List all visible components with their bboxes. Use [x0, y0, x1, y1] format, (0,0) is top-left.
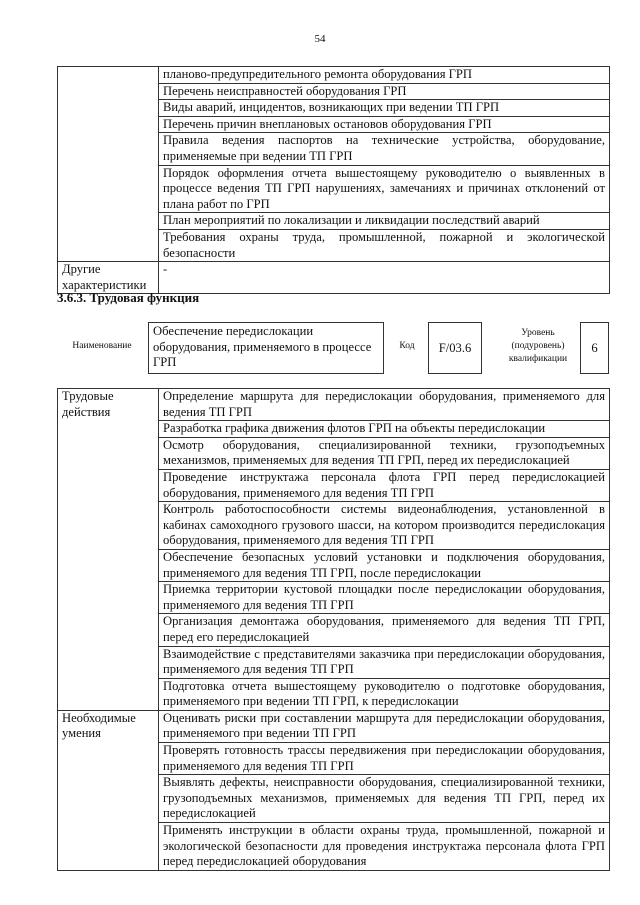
row-item: -	[159, 262, 610, 294]
row-item: Применять инструкции в области охраны труда, промышленной, пожарной и экологической безопасности для проведения инструктажа персонала флота ГРП перед передислокацией оборудования	[159, 823, 610, 871]
row-item: Разработка графика движения флотов ГРП на объекты передислокации	[159, 421, 610, 438]
row-item: Порядок оформления отчета вышестоящему руководителю о выявленных в процессе ведения ТП ГРП нарушениях, замечаниях и причинах отклонений от плана работ по ГРП	[159, 165, 610, 213]
row-item: Выявлять дефекты, неисправности оборудования, специализированной техники, грузоподъемных механизмов, применяемых для ведения ТП ГРП, перед их передислокацией	[159, 775, 610, 823]
row-item: Перечень причин внеплановых остановов оборудования ГРП	[159, 116, 610, 133]
section-heading: 3.6.3. Трудовая функция	[57, 290, 200, 305]
table-row	[58, 389, 610, 421]
row-item: Приемка территории кустовой площадки после передислокации оборудования, применяемого для ведения ТП ГРП	[159, 582, 610, 614]
table-row	[58, 262, 610, 294]
row-item: Обеспечение безопасных условий установки и подключения оборудования, применяемого для ведения ТП ГРП, после передислокации	[159, 549, 610, 581]
row-item: Перечень неисправностей оборудования ГРП	[159, 83, 610, 100]
page-number: 54	[314, 33, 326, 45]
row-label: Необходимые умения	[58, 710, 159, 870]
row-item: Требования охраны труда, промышленной, пожарной и экологической безопасности	[159, 229, 610, 261]
labor-functions-table	[57, 388, 610, 871]
table-row	[58, 710, 610, 742]
function-header	[0, 322, 640, 374]
row-item: Контроль работоспособности системы видеонаблюдения, установленной в кабинах самоходного грузового шасси, на котором производится передислокация оборудования, применяемого для ведения ТП ГРП	[159, 502, 610, 550]
table-row	[58, 67, 610, 84]
row-item: Виды аварий, инцидентов, возникающих при ведении ТП ГРП	[159, 100, 610, 117]
level-label: Уровень (подуровень) квалификации	[508, 328, 568, 364]
row-item: Правила ведения паспортов на технические устройства, оборудование, применяемые при ведении ТП ГРП	[159, 133, 610, 165]
row-item: Подготовка отчета вышестоящему руководителю о подготовке оборудования, применяемого при ведении ТП ГРП, к передислокации	[159, 678, 610, 710]
row-label: Другие характеристики	[58, 262, 159, 294]
row-label: Трудовые действия	[58, 389, 159, 711]
row-label	[58, 67, 159, 262]
knowledge-table	[57, 66, 610, 294]
row-item: Оценивать риски при составлении маршрута для передислокации оборудования, применяемого при ведении ТП ГРП	[159, 710, 610, 742]
row-item: Организация демонтажа оборудования, применяемого для ведения ТП ГРП, перед его передислокацией	[159, 614, 610, 646]
row-item: Взаимодействие с представителями заказчика при передислокации оборудования, применяемого для ведения ТП ГРП	[159, 646, 610, 678]
code-label: Код	[399, 341, 415, 351]
name-label: Наименование	[72, 341, 132, 351]
row-item: Проверять готовность трассы передвижения при передислокации оборудования, применяемого для ведения ТП ГРП	[159, 743, 610, 775]
function-code: F/03.6	[428, 322, 482, 374]
function-name: Обеспечение передислокации оборудования, применяемого в процессе ГРП	[148, 322, 384, 374]
row-item: План мероприятий по локализации и ликвидации последствий аварий	[159, 213, 610, 230]
row-item: Определение маршрута для передислокации оборудования, применяемого для ведения ТП ГРП	[159, 389, 610, 421]
row-item: планово-предупредительного ремонта оборудования ГРП	[159, 67, 610, 84]
row-item: Осмотр оборудования, специализированной техники, грузоподъемных механизмов, применяемых для ведения ТП ГРП, перед их передислокацией	[159, 437, 610, 469]
row-item: Проведение инструктажа персонала флота ГРП перед передислокацией оборудования, применяемого для ведения ТП ГРП	[159, 469, 610, 501]
qualification-level: 6	[580, 322, 609, 374]
